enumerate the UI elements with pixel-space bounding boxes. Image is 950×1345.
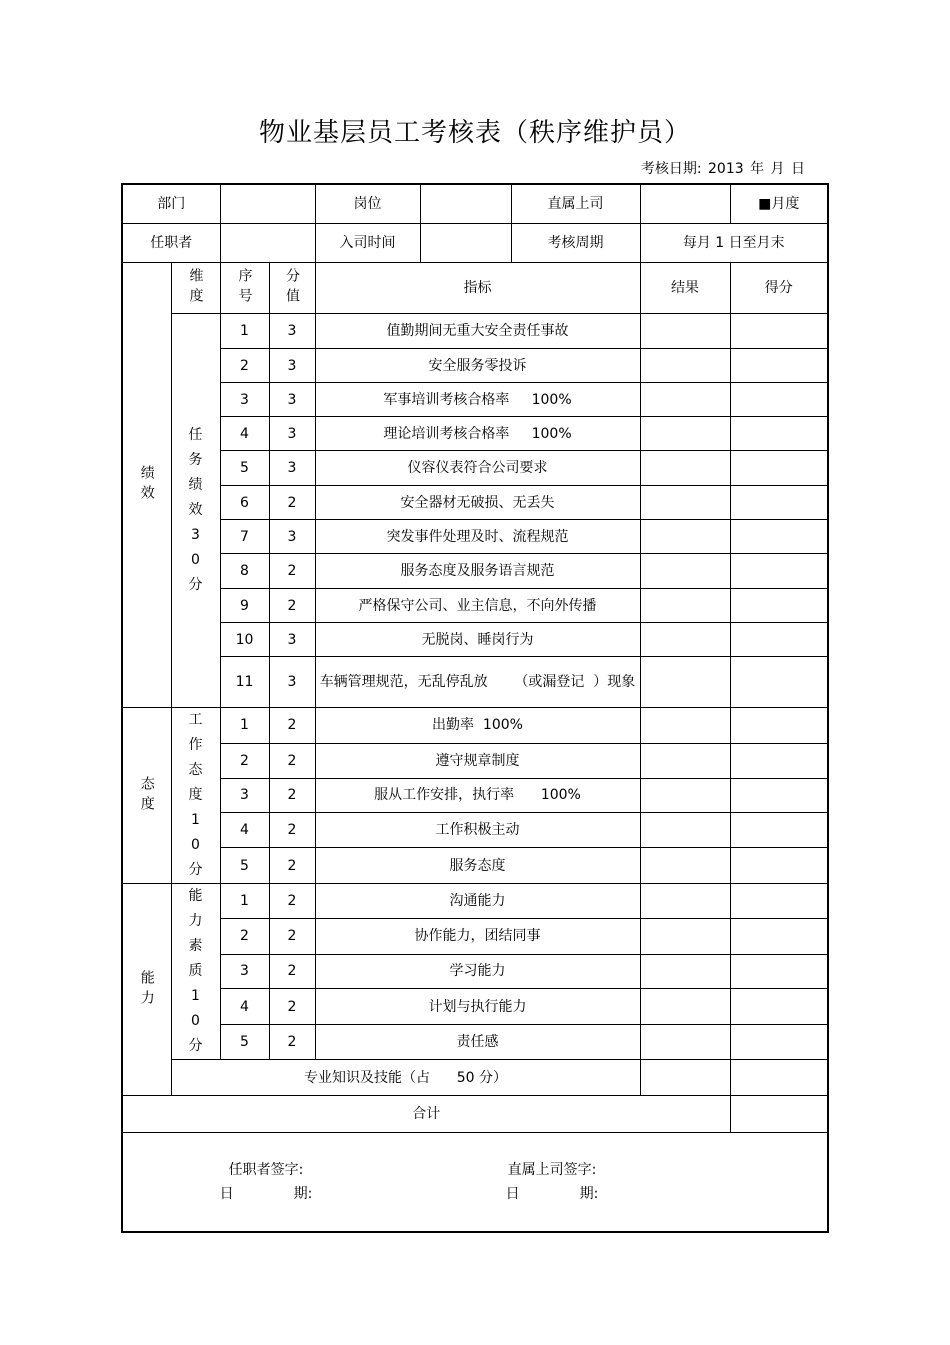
points-cell[interactable]: [730, 349, 828, 383]
supervisor-label: 直属上司: [547, 196, 604, 212]
seq-cell: 3: [220, 954, 269, 989]
table-row: [122, 383, 828, 417]
score-cell: 3: [269, 417, 315, 451]
points-cell[interactable]: [730, 417, 828, 451]
result-cell[interactable]: [640, 918, 730, 954]
result-cell[interactable]: [640, 417, 730, 451]
indicator-cell: 安全器材无破损、无丢失: [315, 486, 640, 520]
total-row: [122, 1096, 828, 1133]
score-cell: 2: [269, 778, 315, 813]
result-cell[interactable]: [640, 486, 730, 520]
score-cell: 2: [269, 813, 315, 848]
table-row: [122, 778, 828, 813]
points-cell[interactable]: [730, 623, 828, 657]
col-result: 结果: [640, 263, 730, 314]
result-cell[interactable]: [640, 554, 730, 589]
date-char-2: 期:: [579, 1185, 599, 1202]
points-cell[interactable]: [730, 989, 828, 1025]
table-row: [122, 743, 828, 778]
points-cell[interactable]: [730, 486, 828, 520]
seq-cell: 8: [220, 554, 269, 589]
table-row: [122, 349, 828, 383]
seq-cell: 1: [220, 708, 269, 744]
post-field[interactable]: [421, 185, 512, 223]
date-char-2: 期:: [293, 1185, 313, 1202]
points-cell[interactable]: [730, 314, 828, 349]
employee-label: 任职者: [122, 224, 220, 263]
points-cell[interactable]: [730, 451, 828, 486]
score-cell: 2: [269, 884, 315, 919]
table-row: [122, 918, 828, 954]
col-seq: 序号: [220, 263, 269, 314]
employee-date-label: [123, 1182, 409, 1206]
score-cell: 3: [269, 657, 315, 708]
category-attitude: 态度: [122, 708, 171, 884]
date-char-1: 日: [505, 1185, 520, 1202]
points-cell[interactable]: [730, 657, 828, 708]
seq-cell: 2: [220, 743, 269, 778]
total-field[interactable]: [730, 1096, 828, 1133]
total-label: 合计: [122, 1096, 730, 1133]
col-points: 得分: [730, 263, 828, 314]
professional-label: 专业知识及技能（占 50 分）: [171, 1060, 640, 1096]
result-cell[interactable]: [640, 1060, 730, 1096]
score-cell: 3: [269, 451, 315, 486]
indicator-cell: 计划与执行能力: [315, 989, 640, 1025]
points-cell[interactable]: [730, 918, 828, 954]
indicator-cell: 严格保守公司、业主信息，不向外传播: [315, 589, 640, 623]
seq-cell: 3: [220, 778, 269, 813]
indicator-cell: 遵守规章制度: [315, 743, 640, 778]
seq-cell: 11: [220, 657, 269, 708]
dimension-task: 任务绩效30分: [171, 314, 220, 708]
result-cell[interactable]: [640, 778, 730, 813]
assess-date: 考核日期: 2013 年 月 日: [640, 161, 805, 177]
employee-field[interactable]: [220, 224, 315, 263]
indicator-cell: 服务态度及服务语言规范: [315, 554, 640, 589]
result-cell[interactable]: [640, 848, 730, 884]
result-cell[interactable]: [640, 743, 730, 778]
score-cell: 2: [269, 989, 315, 1025]
cycle-value: 每月 1 日至月末: [640, 224, 828, 263]
header-row-2: [122, 224, 828, 263]
points-cell[interactable]: [730, 954, 828, 989]
supervisor-sign-label: 直属上司签字:: [507, 1161, 597, 1178]
col-score: 分值: [269, 263, 315, 314]
indicator-cell: 仪容仪表符合公司要求: [315, 451, 640, 486]
points-cell[interactable]: [730, 743, 828, 778]
score-cell: 2: [269, 918, 315, 954]
supervisor-field[interactable]: [640, 184, 730, 224]
indicator-cell: 理论培训考核合格率 100%: [315, 417, 640, 451]
points-cell[interactable]: [730, 554, 828, 589]
cycle-label: 考核周期: [547, 235, 604, 251]
seq-cell: 5: [220, 451, 269, 486]
result-cell[interactable]: [640, 383, 730, 417]
indicator-cell: 协作能力，团结同事: [315, 918, 640, 954]
category-ability: 能力: [122, 884, 171, 1096]
table-row: [122, 848, 828, 884]
seq-cell: 10: [220, 623, 269, 657]
result-cell[interactable]: [640, 884, 730, 919]
employee-sign-label: 任职者签字:: [228, 1161, 304, 1178]
indicator-cell: 军事培训考核合格率 100%: [315, 383, 640, 417]
column-header-row: [122, 263, 828, 314]
table-row: [122, 486, 828, 520]
seq-cell: 1: [220, 314, 269, 349]
dept-label: 部门: [122, 184, 220, 224]
seq-cell: 6: [220, 486, 269, 520]
result-cell[interactable]: [640, 623, 730, 657]
indicator-cell: 沟通能力: [315, 884, 640, 919]
score-cell: 2: [269, 708, 315, 744]
period-type: ■月度: [730, 184, 828, 224]
join-label: 入司时间: [316, 224, 421, 262]
signature-area: [122, 1133, 828, 1232]
result-cell[interactable]: [640, 520, 730, 554]
indicator-cell: 无脱岗、睡岗行为: [315, 623, 640, 657]
score-cell: 2: [269, 743, 315, 778]
table-row: [122, 657, 828, 708]
indicator-cell: 值勤期间无重大安全责任事故: [315, 314, 640, 349]
indicator-cell: 安全服务零投诉: [315, 349, 640, 383]
score-cell: 3: [269, 349, 315, 383]
dimension-attitude: 工作态度10分: [171, 708, 220, 884]
points-cell[interactable]: [730, 1025, 828, 1060]
points-cell[interactable]: [730, 383, 828, 417]
points-cell[interactable]: [730, 884, 828, 919]
score-cell: 3: [269, 520, 315, 554]
seq-cell: 4: [220, 417, 269, 451]
result-cell[interactable]: [640, 657, 730, 708]
result-cell[interactable]: [640, 314, 730, 349]
indicator-cell: 服务态度: [315, 848, 640, 884]
table-row: [122, 623, 828, 657]
category-performance: 绩效: [122, 263, 171, 708]
result-cell[interactable]: [640, 708, 730, 744]
points-cell[interactable]: [730, 778, 828, 813]
table-row: [122, 884, 828, 919]
seq-cell: 4: [220, 813, 269, 848]
score-cell: 3: [269, 383, 315, 417]
table-row: [122, 708, 828, 744]
col-dimension: 维度: [171, 263, 220, 314]
seq-cell: 9: [220, 589, 269, 623]
points-cell[interactable]: [730, 708, 828, 744]
post-label: 岗位: [316, 185, 421, 223]
indicator-cell: 工作积极主动: [315, 813, 640, 848]
points-cell[interactable]: [730, 589, 828, 623]
signature-row: [122, 1133, 828, 1232]
indicator-cell: 服从工作安排，执行率 100%: [315, 778, 640, 813]
seq-cell: 2: [220, 918, 269, 954]
seq-cell: 2: [220, 349, 269, 383]
indicator-cell: 突发事件处理及时、流程规范: [315, 520, 640, 554]
dimension-ability: 能力素质10分: [171, 884, 220, 1060]
seq-cell: 7: [220, 520, 269, 554]
supervisor-date-label: [409, 1182, 695, 1206]
seq-cell: 3: [220, 383, 269, 417]
page-title: 物业基层员工考核表（秩序维护员）: [258, 118, 691, 148]
result-cell[interactable]: [640, 989, 730, 1025]
indicator-cell: 责任感: [315, 1025, 640, 1060]
date-char-1: 日: [219, 1185, 234, 1202]
result-cell[interactable]: [640, 954, 730, 989]
table-row: [122, 417, 828, 451]
result-cell[interactable]: [640, 589, 730, 623]
join-field[interactable]: [421, 224, 512, 262]
points-cell[interactable]: [730, 813, 828, 848]
score-cell: 2: [269, 589, 315, 623]
score-cell: 2: [269, 848, 315, 884]
table-row: [122, 314, 828, 349]
seq-cell: 5: [220, 1025, 269, 1060]
points-cell[interactable]: [730, 848, 828, 884]
dept-field[interactable]: [220, 184, 315, 224]
indicator-cell: 学习能力: [315, 954, 640, 989]
score-cell: 2: [269, 554, 315, 589]
table-row: [122, 520, 828, 554]
header-row-1: [122, 184, 828, 224]
table-row: [122, 554, 828, 589]
col-indicator: 指标: [315, 263, 640, 314]
table-row: [122, 813, 828, 848]
professional-row: [122, 1060, 828, 1096]
points-cell[interactable]: [730, 520, 828, 554]
result-cell[interactable]: [640, 1025, 730, 1060]
indicator-cell: 出勤率 100%: [315, 708, 640, 744]
seq-cell: 1: [220, 884, 269, 919]
score-cell: 2: [269, 954, 315, 989]
assessment-table: [121, 183, 829, 1233]
points-cell[interactable]: [730, 1060, 828, 1096]
seq-cell: 4: [220, 989, 269, 1025]
score-cell: 3: [269, 623, 315, 657]
table-row: [122, 989, 828, 1025]
table-row: [122, 451, 828, 486]
result-cell[interactable]: [640, 349, 730, 383]
table-row: [122, 1025, 828, 1060]
table-row: [122, 954, 828, 989]
score-cell: 2: [269, 1025, 315, 1060]
score-cell: 2: [269, 486, 315, 520]
indicator-cell: 车辆管理规范，无乱停乱放 （或漏登记 ）现象: [315, 657, 640, 708]
seq-cell: 5: [220, 848, 269, 884]
result-cell[interactable]: [640, 813, 730, 848]
table-row: [122, 589, 828, 623]
score-cell: 3: [269, 314, 315, 349]
result-cell[interactable]: [640, 451, 730, 486]
